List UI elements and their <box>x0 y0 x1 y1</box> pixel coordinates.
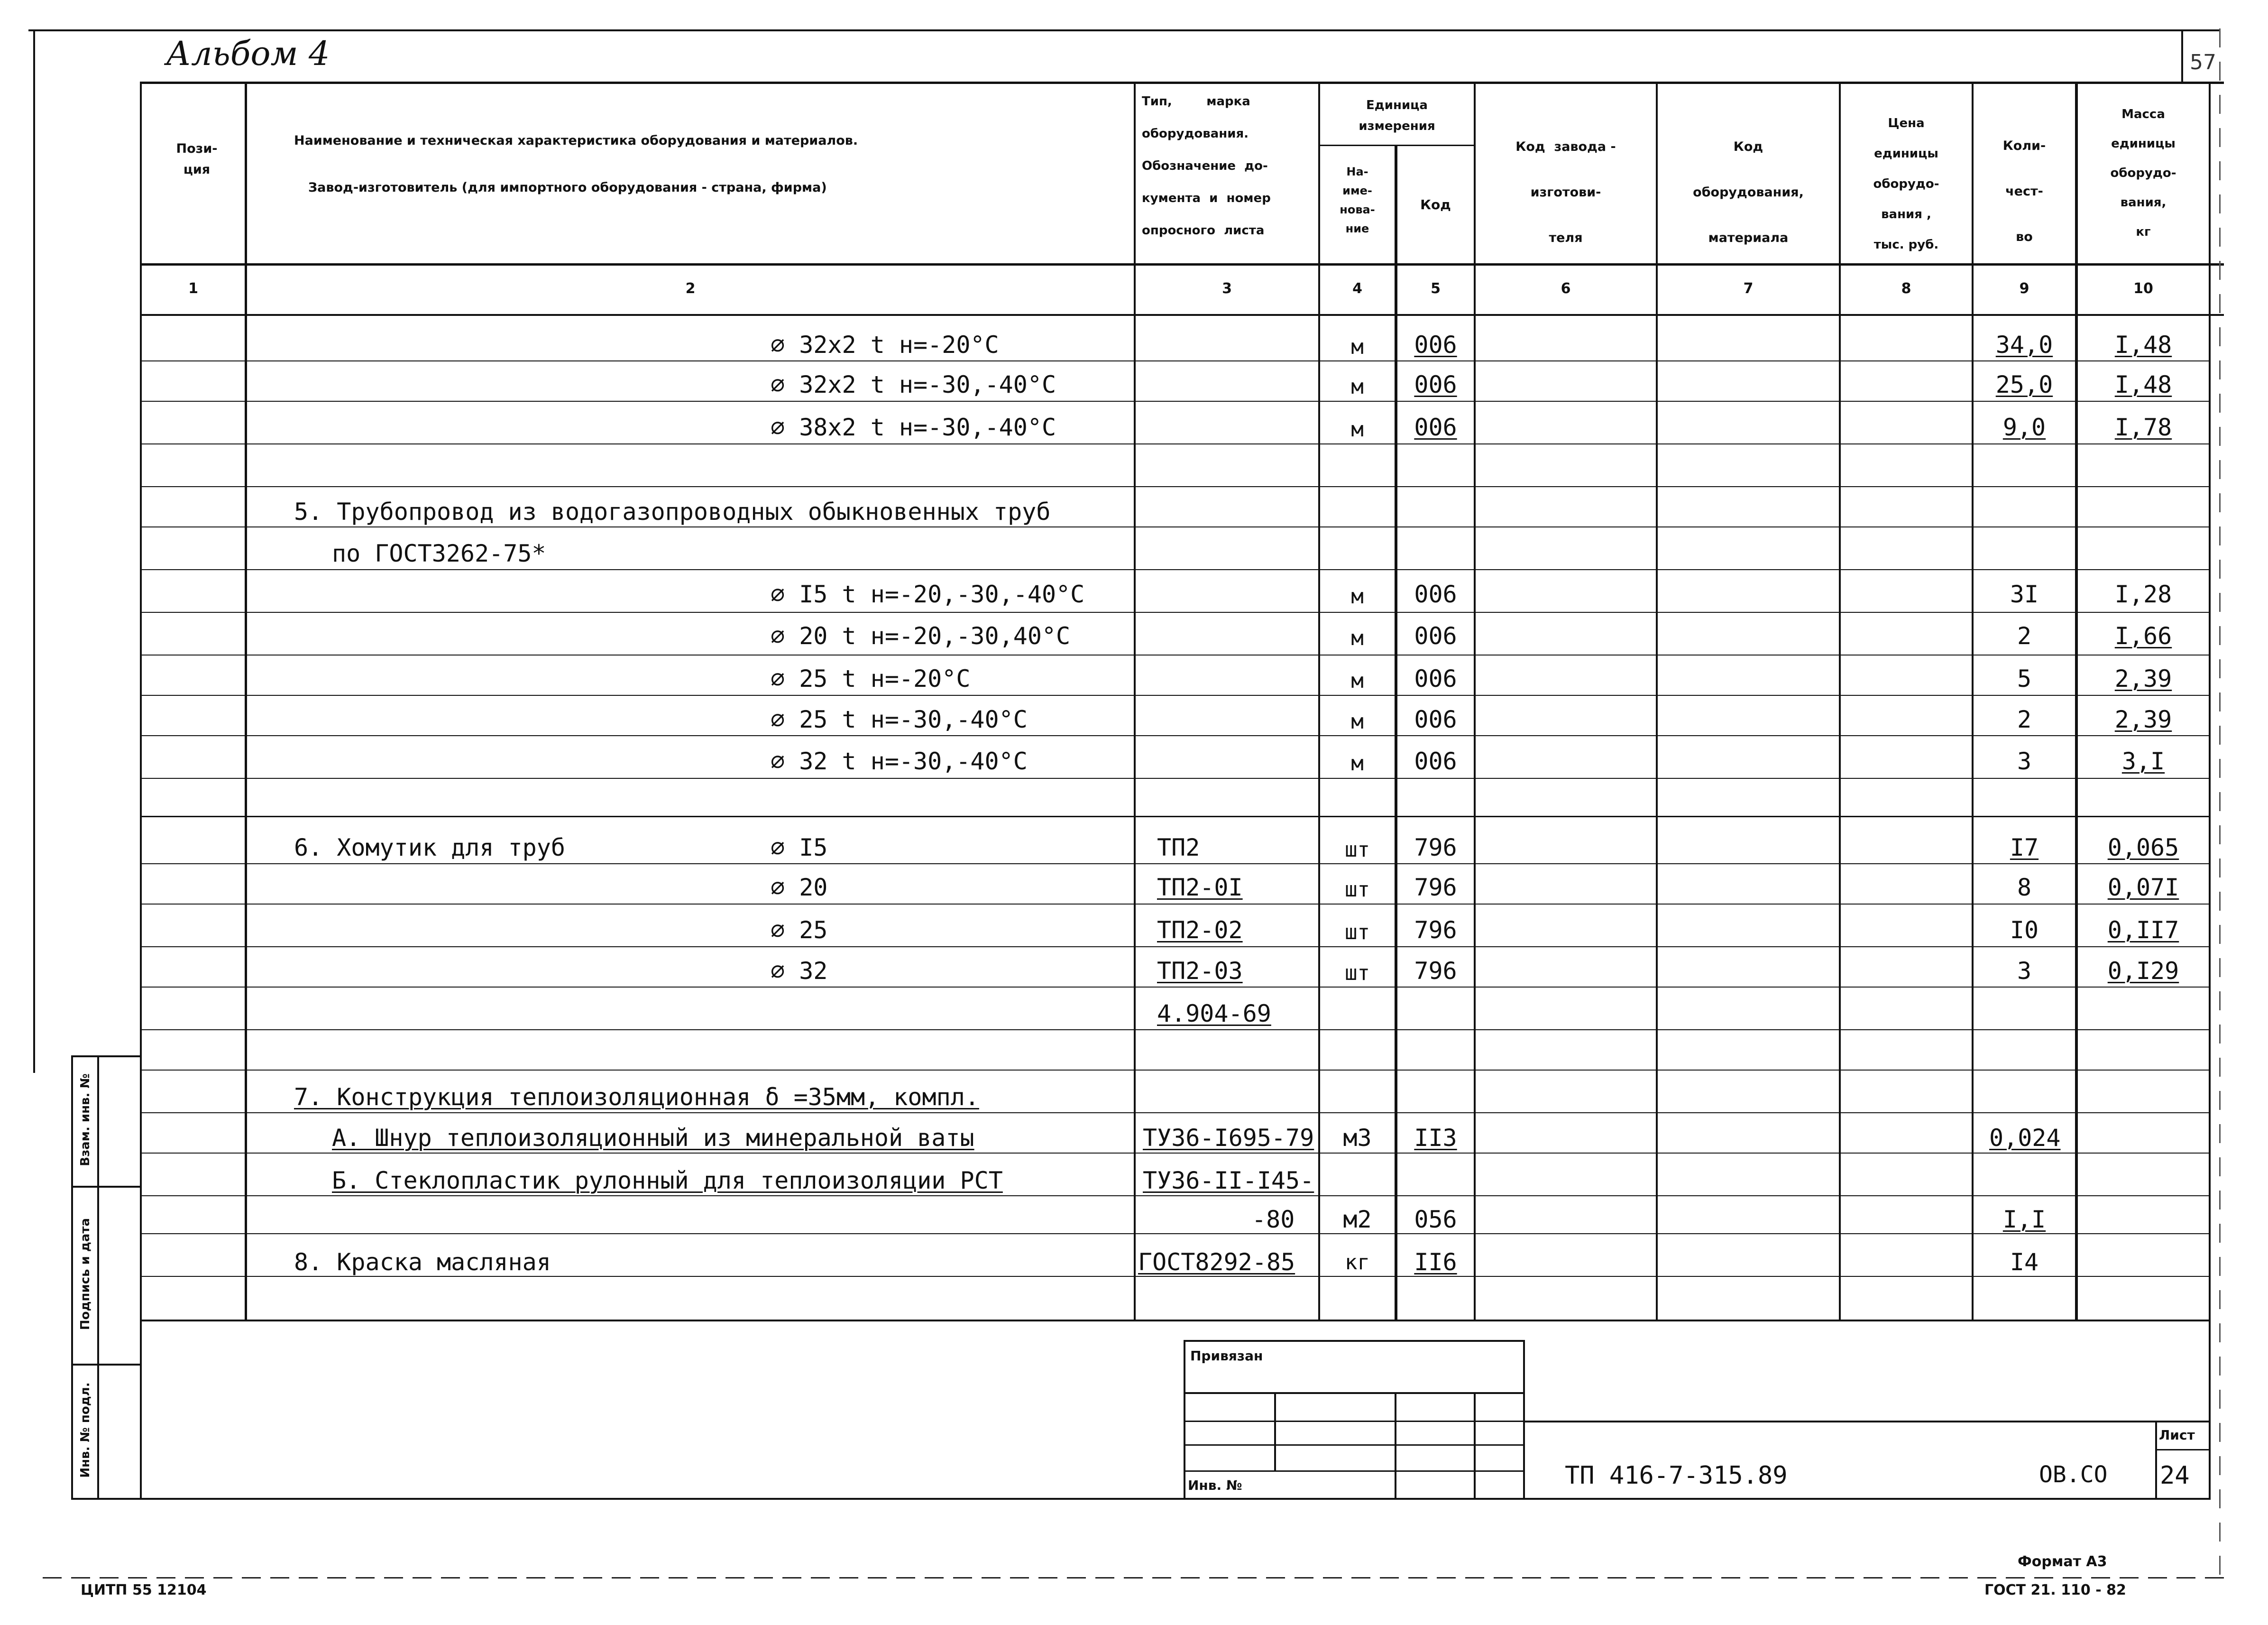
row-quantity: 5 <box>2017 665 2032 692</box>
side-label-signature-date: Подпись и дата <box>78 1218 92 1330</box>
header-position: Пози- ция <box>176 141 218 177</box>
row-quantity: 3I <box>2010 581 2039 608</box>
corner-page-number: 57 <box>2190 50 2216 74</box>
stamp-inventory-label: Инв. № <box>1188 1477 1242 1493</box>
footer-gost: ГОСТ 21. 110 - 82 <box>1984 1582 2126 1598</box>
row-quantity: I,I <box>2002 1206 2046 1233</box>
row-mass: 0,I29 <box>2107 957 2179 985</box>
row-code: II3 <box>1414 1124 1457 1152</box>
row-description: А. Шнур теплоизоляционный из минеральной ваты <box>332 1124 974 1152</box>
row-type: ТП2-02 <box>1157 916 1243 944</box>
header-type: Тип, марка оборудования. Обозначение до- кумента и номер опросного листа <box>1142 94 1271 238</box>
header-unit-name: На- име- нова- ние <box>1340 165 1375 235</box>
row-diameter: ⌀ 20 <box>771 874 828 901</box>
column-number-6: 6 <box>1561 280 1571 297</box>
row-type: ТП2-03 <box>1157 957 1243 985</box>
section-8-title: 8. Краска масляная <box>294 1248 551 1276</box>
row-mass: I,48 <box>2114 371 2172 398</box>
stamp-attached-label: Привязан <box>1190 1348 1263 1364</box>
stamp-section-code: ОВ.СО <box>2039 1461 2108 1488</box>
row-type: ГОСТ8292-85 <box>1138 1248 1295 1276</box>
row-code: II6 <box>1414 1248 1457 1276</box>
row-mass: I,78 <box>2114 414 2172 441</box>
row-unit: кг <box>1345 1250 1370 1274</box>
row-description: ⌀ 38x2 t н=-30,-40°C <box>771 414 1056 441</box>
row-unit: м <box>1351 710 1364 734</box>
column-number-9: 9 <box>2019 280 2029 297</box>
row-mass: 0,065 <box>2107 834 2179 861</box>
section-5-standard: по ГОСТ3262-75* <box>332 540 546 567</box>
row-unit: м <box>1351 669 1364 693</box>
row-mass: I,48 <box>2114 331 2172 359</box>
row-quantity: 25,0 <box>1995 371 2053 398</box>
row-quantity: 8 <box>2017 874 2032 901</box>
row-mass: 2,39 <box>2114 665 2172 692</box>
row-type: -80 <box>1252 1206 1295 1233</box>
row-unit: м <box>1351 417 1364 442</box>
row-code: 006 <box>1414 581 1457 608</box>
section-6-title: 6. Хомутик для труб <box>294 834 565 861</box>
column-number-1: 1 <box>188 280 198 297</box>
row-mass: 0,07I <box>2107 874 2179 901</box>
column-number-8: 8 <box>1901 280 1911 297</box>
row-code: 796 <box>1414 957 1457 985</box>
row-type: ТУ36-II-I45- <box>1143 1167 1314 1194</box>
row-unit: м <box>1351 335 1364 359</box>
row-code: 006 <box>1414 748 1457 775</box>
side-label-replacement-inventory: Взам. инв. № <box>78 1073 92 1166</box>
row-mass: I,66 <box>2114 622 2172 650</box>
row-code: 796 <box>1414 916 1457 944</box>
row-quantity: 3 <box>2017 957 2032 985</box>
side-label-original-inventory: Инв. № подл. <box>78 1382 92 1478</box>
row-code: 006 <box>1414 706 1457 733</box>
header-factory-code: Код завода - изготови- теля <box>1515 139 1616 245</box>
row-type: ТУ36-I695-79 <box>1143 1124 1314 1152</box>
header-price: Цена единицы оборудо- вания , тыс. руб. <box>1873 116 1939 252</box>
album-label: Альбом 4 <box>166 34 330 73</box>
section-5-title: 5. Трубопровод из водогазопроводных обыкновенных труб <box>294 498 1051 526</box>
row-quantity: 34,0 <box>1995 331 2053 359</box>
row-code: 006 <box>1414 331 1457 359</box>
header-name-line1: Наименование и техническая характеристика оборудования и материалов. <box>294 133 858 148</box>
row-code: 006 <box>1414 371 1457 398</box>
row-description: ⌀ I5 t н=-20,-30,-40°C <box>771 581 1085 608</box>
row-diameter: ⌀ I5 <box>771 834 828 861</box>
row-code: 796 <box>1414 834 1457 861</box>
header-quantity: Коли- чест- во <box>2002 138 2046 244</box>
row-quantity: 2 <box>2017 622 2032 650</box>
row-mass: I,28 <box>2114 581 2172 608</box>
row-unit: шт <box>1345 961 1370 985</box>
row-unit: м2 <box>1343 1206 1372 1233</box>
column-number-5: 5 <box>1431 280 1441 297</box>
row-diameter: ⌀ 32 <box>771 957 828 985</box>
row-description: ⌀ 25 t н=-20°C <box>771 665 971 692</box>
row-unit: шт <box>1345 838 1370 862</box>
row-quantity: I7 <box>2010 834 2039 861</box>
row-code: 056 <box>1414 1206 1457 1233</box>
row-quantity: 9,0 <box>2002 414 2046 441</box>
row-quantity: 2 <box>2017 706 2032 733</box>
header-mass: Масса единицы оборудо- вания, кг <box>2110 107 2176 239</box>
row-diameter: ⌀ 25 <box>771 916 828 944</box>
row-unit: м <box>1351 584 1364 609</box>
row-description: ⌀ 25 t н=-30,-40°C <box>771 706 1028 733</box>
footer-format: Формат А3 <box>2018 1553 2107 1570</box>
column-number-4: 4 <box>1352 280 1362 297</box>
header-unit-group: Единица измерения <box>1359 98 1435 133</box>
stamp-sheet-label: Лист <box>2159 1427 2195 1443</box>
row-code: 006 <box>1414 665 1457 692</box>
row-code: 006 <box>1414 622 1457 650</box>
row-description: ⌀ 32 t н=-30,-40°C <box>771 748 1028 775</box>
stamp-sheet-number: 24 <box>2160 1461 2190 1490</box>
row-unit: м <box>1351 375 1364 399</box>
row-type: 4.904-69 <box>1157 1000 1271 1027</box>
column-number-2: 2 <box>685 280 696 297</box>
row-description: ⌀ 32x2 t н=-30,-40°C <box>771 371 1056 398</box>
row-code: 006 <box>1414 414 1457 441</box>
row-quantity: I4 <box>2010 1248 2039 1276</box>
row-description: ⌀ 32x2 t н=-20°C <box>771 331 999 359</box>
column-number-10: 10 <box>2133 280 2153 297</box>
row-mass: 3,I <box>2121 748 2165 775</box>
row-unit: шт <box>1345 920 1370 944</box>
row-unit: м <box>1351 751 1364 776</box>
row-description: Б. Стеклопластик рулонный для теплоизоляции РСТ <box>332 1167 1003 1194</box>
row-description: ⌀ 20 t н=-20,-30,40°C <box>771 622 1071 650</box>
header-name-line2: Завод-изготовитель (для импортного оборудования - страна, фирма) <box>308 180 827 195</box>
row-unit: м <box>1351 626 1364 650</box>
header-unit-code: Код <box>1420 197 1451 212</box>
footer-left-code: ЦИТП 55 12104 <box>81 1582 207 1598</box>
row-quantity: 3 <box>2017 748 2032 775</box>
row-unit: шт <box>1345 877 1370 902</box>
row-unit: м3 <box>1343 1124 1372 1152</box>
row-type: ТП2-0I <box>1157 874 1243 901</box>
header-equipment-code: Код оборудования, материала <box>1693 139 1804 245</box>
row-quantity: I0 <box>2010 916 2039 944</box>
column-number-7: 7 <box>1743 280 1754 297</box>
row-mass: 0,II7 <box>2107 916 2179 944</box>
row-code: 796 <box>1414 874 1457 901</box>
stamp-document-code: ТП 416-7-315.89 <box>1565 1461 1788 1490</box>
column-number-3: 3 <box>1222 280 1232 297</box>
row-quantity: 0,024 <box>1989 1124 2061 1152</box>
row-type: ТП2 <box>1157 834 1200 861</box>
section-7-title: 7. Конструкция теплоизоляционная δ =35мм, компл. <box>294 1083 979 1111</box>
row-mass: 2,39 <box>2114 706 2172 733</box>
